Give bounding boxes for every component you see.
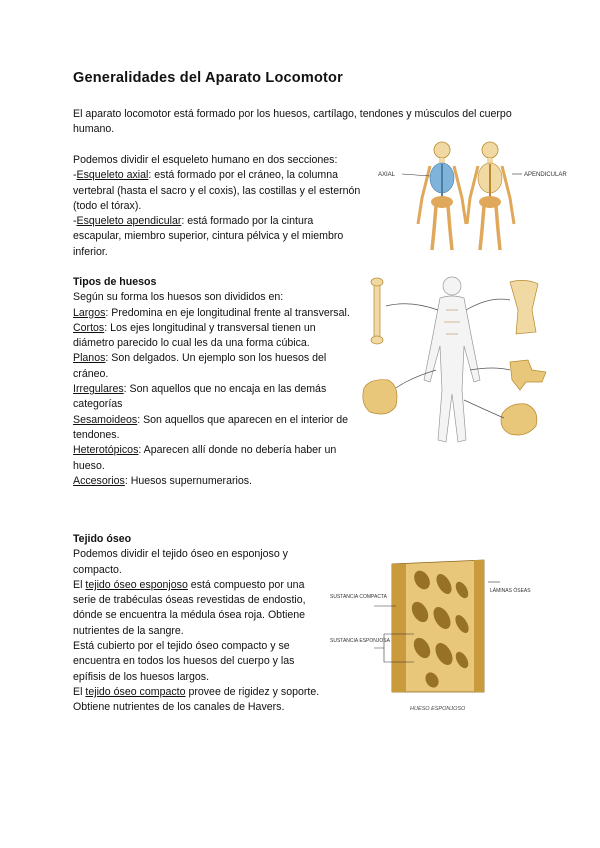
tissue-p2-post: está compuesto por una serie de trabéculas óseas revestidas de endostio, dónde se encuentra la médula ósea roja. Obtiene nutrientes de la sangre. bbox=[73, 578, 306, 637]
bone-type-item bbox=[73, 443, 358, 474]
skeleton-front-image bbox=[418, 142, 466, 250]
bone-type-text: : Son delgados. Un ejemplo son los huesos del cráneo. bbox=[73, 352, 327, 380]
spongy-term: tejido óseo esponjoso bbox=[85, 578, 188, 591]
bone-type-text: : Los ejes longitudinal y transversal tienen un diámetro parecido lo cual les da una forma cúbica. bbox=[73, 321, 316, 350]
bone-type-item bbox=[73, 351, 358, 382]
bone-type-item bbox=[73, 306, 358, 321]
page-title: Generalidades del Aparato Locomotor bbox=[73, 70, 343, 86]
axial-item: -Esqueleto axial: está formado por el cráneo, la columna vertebral (hasta el sacro y el coxis), las costillas y el esternón (todo el tórax). bbox=[73, 169, 361, 212]
apendicular-item: -Esqueleto apendicular: está formado por la cintura escapular, miembro superior, cintura pélvica y el miembro inferior. bbox=[73, 215, 344, 258]
axial-label: AXIAL bbox=[378, 172, 396, 178]
tissue-p2-pre: El bbox=[73, 578, 86, 591]
bone-type-item bbox=[73, 474, 358, 489]
bone-type-term: Irregulares bbox=[73, 383, 124, 396]
tissue-heading: Tejido óseo bbox=[73, 533, 132, 545]
skeleton-sections bbox=[73, 153, 363, 260]
bone-type-text: : Son aquellos que aparecen en el interior de tendones. bbox=[73, 413, 349, 441]
bone-type-term: Largos bbox=[73, 306, 106, 319]
apendicular-label: APENDICULAR bbox=[524, 172, 567, 178]
tissue-p4-pre: El bbox=[73, 685, 86, 698]
axial-term: Esqueleto axial bbox=[76, 169, 149, 182]
bone-type-term: Sesamoideos bbox=[73, 413, 138, 426]
spongy-bone-caption: HUESO ESPONJOSO bbox=[410, 706, 466, 712]
bone-type-term: Cortos bbox=[73, 321, 105, 334]
tissue-p4-post: provee de rigidez y soporte. bbox=[185, 685, 320, 698]
bone-type-item bbox=[73, 413, 358, 444]
bone-types-heading: Tipos de huesos bbox=[73, 276, 157, 288]
tissue-p2 bbox=[73, 578, 323, 639]
intro-paragraph bbox=[73, 107, 513, 138]
tissue-p5: Obtiene nutrientes de los canales de Havers. bbox=[73, 701, 285, 714]
flat-bone-image bbox=[510, 280, 538, 334]
irregular-bone-image bbox=[510, 360, 546, 390]
spongy-substance-label: SUSTANCIA ESPONJOSA bbox=[330, 638, 390, 644]
apendicular-term: Esqueleto apendicular bbox=[76, 215, 182, 228]
compact-term: tejido óseo compacto bbox=[85, 685, 186, 698]
tissue-p3: Está cubierto por el tejido óseo compacto y se encuentra en todos los huesos del cuerpo y las epífisis de los huesos largos. bbox=[73, 640, 295, 683]
skeleton-back-image bbox=[467, 142, 514, 250]
intro-text: El aparato locomotor está formado por los huesos, cartílago, tendones y músculos del cuerpo humano. bbox=[73, 108, 512, 136]
tissue-p1: Podemos dividir el tejido óseo en esponjoso y compacto. bbox=[73, 548, 288, 576]
compact-substance-label: SUSTANCIA COMPACTA bbox=[330, 594, 387, 600]
bone-type-item bbox=[73, 382, 358, 413]
spongy-bone-figure bbox=[330, 552, 540, 722]
bone-type-term: Accesorios bbox=[73, 474, 125, 487]
body-outline-image bbox=[424, 277, 480, 442]
bone-type-term: Heterotópicos bbox=[73, 444, 139, 457]
bone-type-item bbox=[73, 321, 358, 352]
bone-laminae-label: LÁMINAS ÓSEAS bbox=[490, 588, 531, 594]
bone-type-text: : Aparecen allí donde no debería haber un hueso. bbox=[73, 444, 337, 472]
axial-text: : está formado por el cráneo, la columna vertebral (hasta el sacro y el coxis), las costillas y el esternón (todo el tórax). bbox=[73, 169, 361, 212]
sesamoid-bone-image bbox=[501, 404, 537, 435]
short-bone-image bbox=[363, 380, 397, 414]
long-bone-image bbox=[371, 278, 383, 344]
bone-type-term: Planos bbox=[73, 352, 106, 365]
bone-types-section bbox=[73, 275, 358, 489]
bone-types-figure bbox=[360, 270, 560, 460]
skeleton-figure bbox=[372, 138, 600, 258]
bone-type-text: : Huesos supernumerarios. bbox=[124, 474, 252, 487]
bone-types-lead: Según su forma los huesos son divididos en: bbox=[73, 291, 284, 304]
skeleton-lead: Podemos dividir el esqueleto humano en dos secciones: bbox=[73, 154, 338, 166]
bone-type-text: : Son aquellos que no encaja en las demás categorías bbox=[73, 383, 327, 411]
bone-tissue-section bbox=[73, 532, 323, 716]
tissue-p4 bbox=[73, 685, 323, 700]
spongy-bone-image bbox=[392, 560, 484, 692]
apendicular-text: : está formado por la cintura escapular, miembro superior, cintura pélvica y el miembro inferior. bbox=[73, 215, 344, 258]
bone-type-text: : Predomina en eje longitudinal frente al transversal. bbox=[105, 306, 350, 319]
